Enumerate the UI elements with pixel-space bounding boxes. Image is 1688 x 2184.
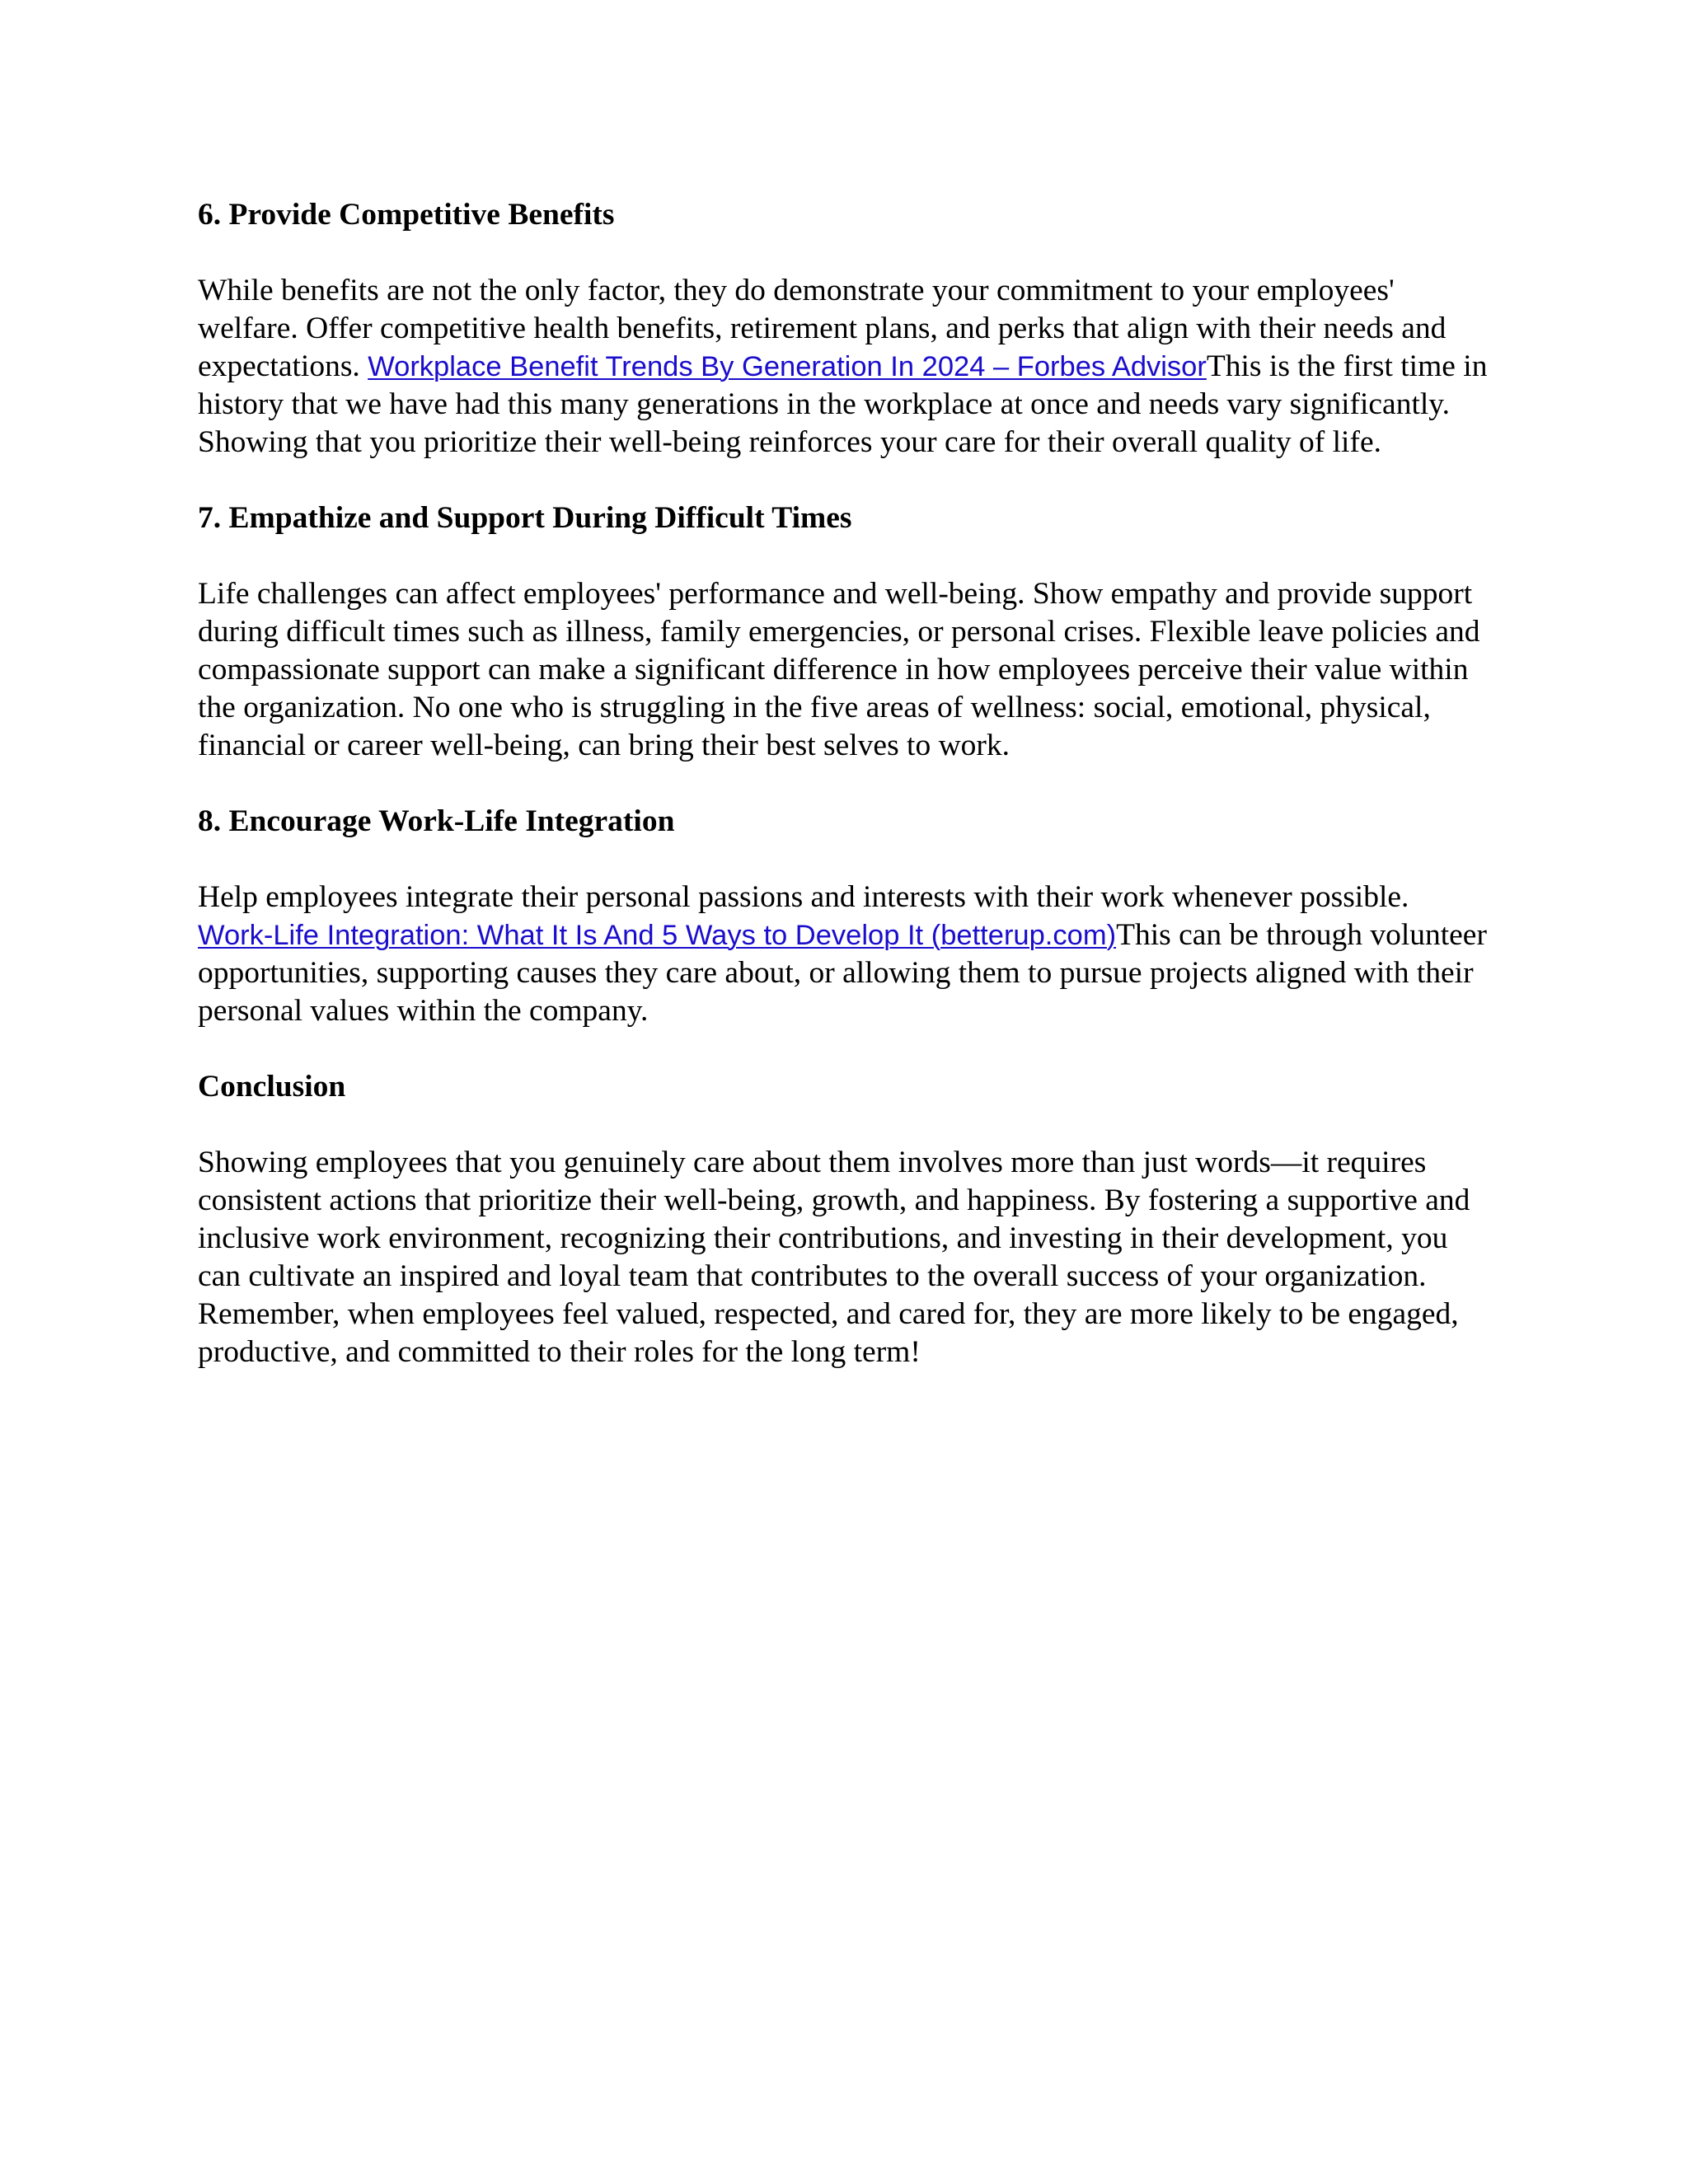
paragraph-text: This is the first time in history that we have had this many generations in the workplace at once and needs vary significantly. Showing that you prioritize their well-being reinforces your care for their overall quality of life. [198,349,1488,459]
paragraph-work-life-integration [198,879,1492,1030]
paragraph-text: While benefits are not the only factor, they do demonstrate your commitment to your employees' welfare. Offer competitive health benefits, retirement plans, and perks that align with their needs and expectations. [198,274,1447,383]
paragraph-conclusion: Showing employees that you genuinely care about them involves more than just words—it requires consistent actions that prioritize their well-being, growth, and happiness. By fostering a supportive and inclusive work environment, recognizing their contributions, and investing in their development, you can cultivate an inspired and loyal team that contributes to the overall success of your organization. Remember, when employees feel valued, respected, and cared for, they are more likely to be engaged, productive, and committed to their roles for the long term! [198,1146,1470,1369]
heading-empathize-support: 7. Empathize and Support During Difficult Times [198,501,852,535]
heading-conclusion: Conclusion [198,1070,346,1104]
document-body [198,196,1492,1371]
paragraph-competitive-benefits [198,272,1492,462]
paragraph-empathize-support: Life challenges can affect employees' performance and well-being. Show empathy and provide support during difficult times such as illness, family emergencies, or personal crises. Flexible leave policies and compassionate support can make a significant difference in how employees perceive their value within the organization. No one who is struggling in the five areas of wellness: social, emotional, physical, financial or career well-being, can bring their best selves to work. [198,577,1480,762]
forbes-advisor-link[interactable]: Workplace Benefit Trends By Generation In 2024 – Forbes Advisor [368,351,1207,382]
heading-work-life-integration: 8. Encourage Work-Life Integration [198,804,675,838]
heading-competitive-benefits: 6. Provide Competitive Benefits [198,198,615,232]
betterup-link[interactable]: Work-Life Integration: What It Is And 5 Ways to Develop It (betterup.com) [198,920,1117,951]
paragraph-text: Help employees integrate their personal passions and interests with their work whenever possible. [198,880,1409,914]
paragraph-text: This can be through volunteer opportunities, supporting causes they care about, or allowing them to pursue projects aligned with their personal values within the company. [198,918,1487,1028]
